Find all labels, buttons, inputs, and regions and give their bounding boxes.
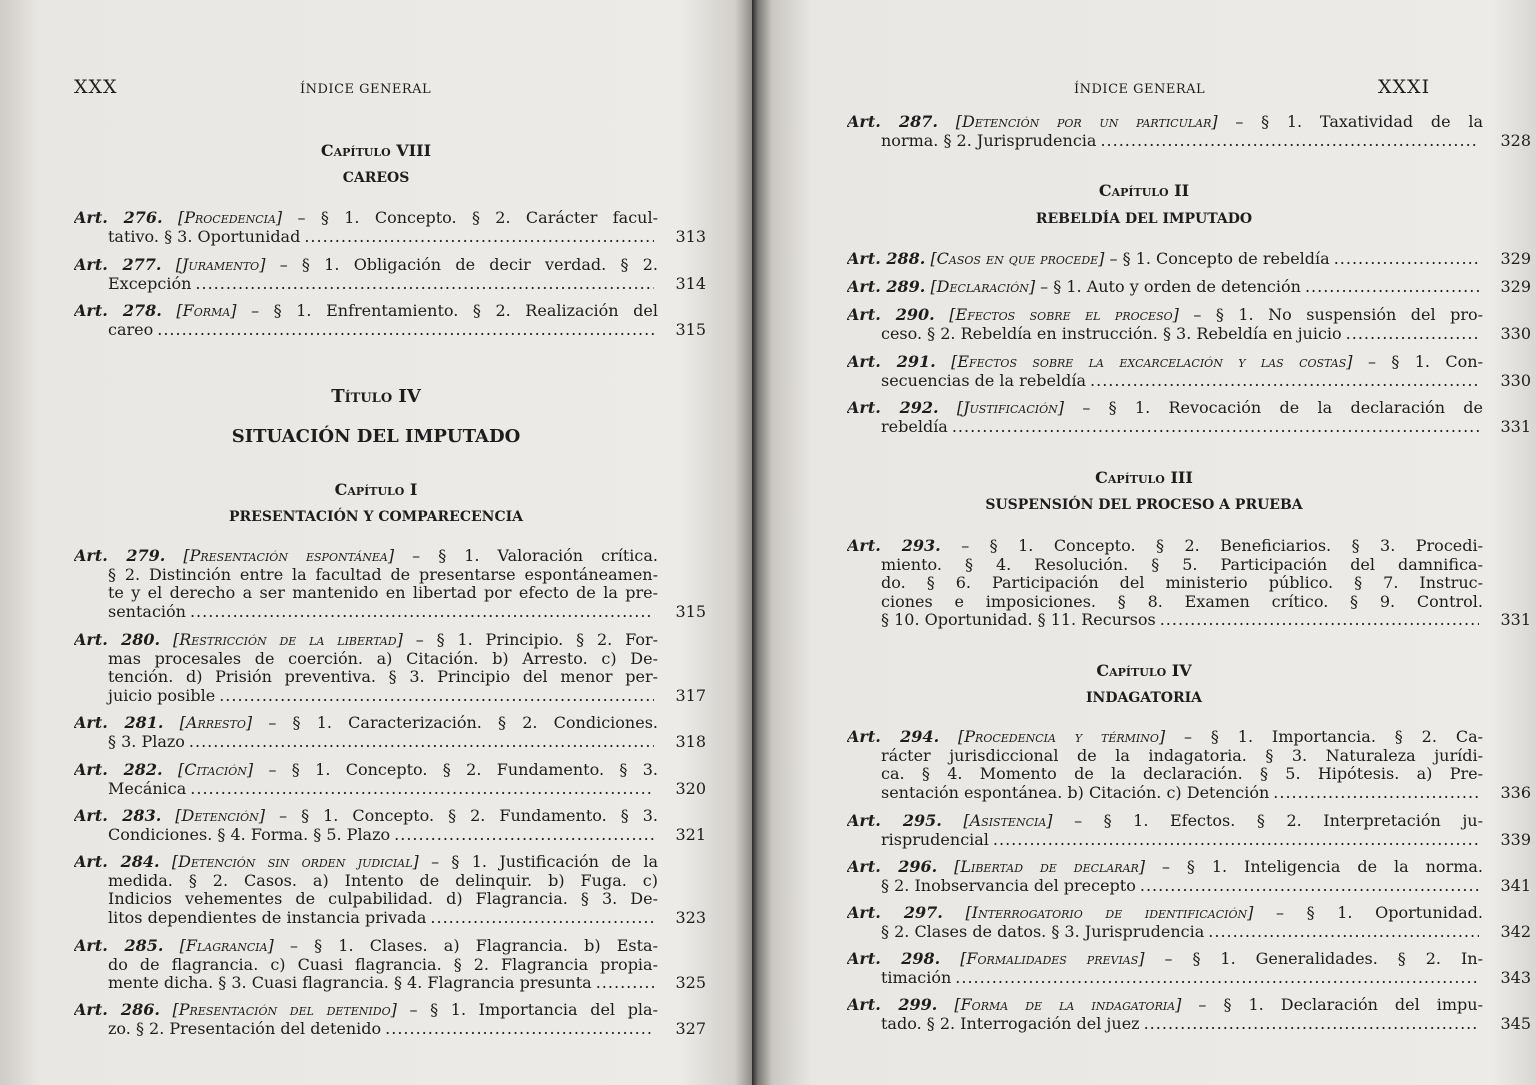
leader-dots xyxy=(189,733,654,752)
toc-entry xyxy=(847,904,1531,941)
chapter-iv-label: Capítulo IV xyxy=(1096,661,1192,680)
entry-line-text: rácter jurisdiccional de la indagatoria. § 3. Naturaleza jurídi- xyxy=(881,746,1483,765)
toc-entry xyxy=(74,1001,706,1038)
entry-last-text xyxy=(881,372,1086,391)
entry-last-text xyxy=(108,321,153,340)
entry-line-text: – § 1. Con- xyxy=(1367,353,1483,371)
article-number: Art. 289. xyxy=(847,278,926,296)
page-number: 341 xyxy=(1500,875,1531,895)
left-page xyxy=(0,0,752,1085)
article-number: Art. 283. xyxy=(74,807,162,825)
toc-entry xyxy=(74,547,706,621)
entry-last-line xyxy=(847,877,1483,896)
entry-last-text xyxy=(881,325,1342,344)
page-number: 336 xyxy=(1500,782,1531,802)
entry-last-line-text: Mecánica xyxy=(108,779,187,798)
toc-entry xyxy=(847,249,1531,269)
entry-line-text: – § 1. Importancia. § 2. Ca- xyxy=(1184,728,1483,746)
entry-last-text xyxy=(108,1020,381,1039)
entry-last-line-text: litos dependientes de instancia privada xyxy=(108,908,427,927)
article-rubric: [Forma] xyxy=(176,302,237,320)
leader-dots xyxy=(1334,250,1479,269)
entry-last-line xyxy=(74,1020,658,1039)
entry-line-text: – § 1. Principio. § 2. For- xyxy=(415,631,658,649)
entry-last-line-text: zo. § 2. Presentación del detenido xyxy=(108,1019,382,1038)
article-rubric: [Juramento] xyxy=(175,256,266,274)
entry-line xyxy=(74,631,658,650)
toc-entry xyxy=(74,209,706,246)
article-rubric: [Casos en que procede] xyxy=(930,250,1105,268)
article-rubric: [Formalidades previas] xyxy=(960,950,1145,968)
entry-line-text: te y el derecho a ser mantenido en libertad por efecto de la pre- xyxy=(108,584,658,602)
entry-last-line-text: sentación espontánea. b) Citación. c) Detención xyxy=(881,783,1270,802)
article-number: Art. 295. xyxy=(847,812,942,830)
leader-dots xyxy=(955,969,1479,988)
entry-last-line xyxy=(74,321,658,340)
entry-last-line-text: § 2. Inobservancia del precepto xyxy=(881,876,1136,895)
article-rubric: [Libertad de declarar] xyxy=(954,858,1146,876)
article-rubric: [Efectos sobre el proceso] xyxy=(949,306,1179,324)
article-number: Art. 281. xyxy=(74,714,164,732)
article-number: Art. 292. xyxy=(847,399,939,417)
article-number: Art. 277. xyxy=(74,256,162,274)
toc-entry xyxy=(74,807,706,844)
entry-last-line-text: – § 1. Concepto de rebeldía xyxy=(1109,250,1330,268)
entry-line xyxy=(74,807,658,826)
entry-last-line-text: Condiciones. § 4. Forma. § 5. Plazo xyxy=(108,825,391,844)
entry-last-line-text: careo xyxy=(108,320,154,339)
entry-line-text: do. § 6. Participación del ministerio público. § 7. Instruc- xyxy=(881,574,1483,592)
leader-dots xyxy=(195,275,654,294)
article-number: Art. 278. xyxy=(74,302,162,320)
article-rubric: [Presentación espontánea] xyxy=(183,547,395,565)
leader-dots xyxy=(430,909,654,928)
toc-entry xyxy=(847,950,1531,987)
entry-line xyxy=(74,937,658,956)
toc-entry xyxy=(74,256,706,293)
entry-last-text xyxy=(881,923,1204,942)
entry-last-line xyxy=(74,687,658,706)
entry-last-text xyxy=(108,780,186,799)
entry-line xyxy=(847,537,1483,556)
leader-dots xyxy=(1144,1015,1479,1034)
entry-line xyxy=(74,584,658,603)
entry-line xyxy=(847,996,1483,1015)
entry-last-text xyxy=(108,603,186,622)
leader-dots xyxy=(304,228,654,247)
entry-line xyxy=(847,904,1483,923)
toc-entry xyxy=(74,937,706,993)
entry-line xyxy=(74,650,658,669)
entry-last-text xyxy=(108,826,390,845)
article-rubric: [Procedencia] xyxy=(177,209,283,227)
article-number: Art. 297. xyxy=(847,904,943,922)
entry-line-text: – § 1. Concepto. § 2. Fundamento. § 3. xyxy=(279,807,658,825)
chapter-iii-label: Capítulo III xyxy=(1095,468,1193,487)
page-number: 339 xyxy=(1500,829,1531,849)
chapter-iii-name: SUSPENSIÓN DEL PROCESO A PRUEBA xyxy=(985,497,1303,513)
entry-last-text xyxy=(881,784,1269,803)
entry-last-text xyxy=(881,1015,1140,1034)
leader-dots xyxy=(1273,784,1479,803)
article-number: Art. 286. xyxy=(74,1001,160,1019)
entry-last-line xyxy=(847,250,1483,269)
entry-line xyxy=(74,890,658,909)
entry-line xyxy=(74,761,658,780)
leader-dots xyxy=(993,831,1479,850)
entry-line xyxy=(847,858,1483,877)
article-rubric: [Presentación del detenido] xyxy=(172,1001,397,1019)
toc-entry xyxy=(74,714,706,751)
article-rubric: [Restricción de la libertad] xyxy=(172,631,403,649)
toc-entry xyxy=(847,537,1531,630)
entry-last-line-text: – § 1. Auto y orden de detención xyxy=(1040,278,1301,296)
article-rubric: [Flagrancia] xyxy=(179,937,274,955)
entry-last-line xyxy=(847,325,1483,344)
article-rubric: [Efectos sobre la excarcelación y las costas] xyxy=(951,353,1353,371)
title-iv-label: Título IV xyxy=(331,386,421,407)
entry-last-text xyxy=(108,687,215,706)
entry-last-line xyxy=(847,831,1483,850)
entry-last-text xyxy=(108,275,191,294)
toc-entry xyxy=(847,353,1531,390)
entry-line xyxy=(847,747,1483,766)
entry-last-line-text: tativo. § 3. Oportunidad xyxy=(108,227,301,246)
entry-last-line-text: ceso. § 2. Rebeldía en instrucción. § 3. Rebeldía en juicio xyxy=(881,324,1342,343)
entry-last-line xyxy=(847,418,1483,437)
page-number: 315 xyxy=(675,601,706,621)
entry-line xyxy=(74,547,658,566)
entry-last-line xyxy=(74,275,658,294)
left-running-head: ÍNDICE GENERAL xyxy=(300,82,432,97)
article-number: Art. 294. xyxy=(847,728,940,746)
page-number: 345 xyxy=(1500,1013,1531,1033)
entry-line-text: do de flagrancia. c) Cuasi flagrancia. § 2. Flagrancia propia- xyxy=(108,955,658,974)
entry-line-text: tención. d) Prisión preventiva. § 3. Principio del menor per- xyxy=(108,668,658,686)
toc-entry xyxy=(847,277,1531,297)
entry-last-text xyxy=(108,228,300,247)
chapter-viii-label: Capítulo VIII xyxy=(320,141,432,160)
entry-last-line-text: norma. § 2. Jurisprudencia xyxy=(881,131,1097,150)
leader-dots xyxy=(1208,923,1479,942)
entry-line xyxy=(847,950,1483,969)
entry-last-text xyxy=(881,611,1156,630)
entry-line-text: – § 1. Taxatividad de la xyxy=(1235,113,1483,131)
entry-last-line-text: secuencias de la rebeldía xyxy=(881,371,1087,390)
entry-line xyxy=(847,728,1483,747)
entry-line xyxy=(74,1001,658,1020)
entry-line-text: – § 1. Concepto. § 2. Carácter facul- xyxy=(297,209,658,227)
leader-dots xyxy=(1100,132,1479,151)
article-rubric: [Declaración] xyxy=(930,278,1036,296)
entry-last-line xyxy=(847,372,1483,391)
entry-last-line xyxy=(74,733,658,752)
entry-last-line-text: risprudencial xyxy=(881,830,989,849)
leader-dots xyxy=(596,974,654,993)
entry-line xyxy=(74,256,658,275)
leader-dots xyxy=(219,687,654,706)
article-number: Art. 276. xyxy=(74,209,163,227)
page-number: 327 xyxy=(675,1018,706,1038)
entry-last-line xyxy=(847,784,1483,803)
article-rubric: [Detención por un particular] xyxy=(955,113,1218,131)
leader-dots xyxy=(190,603,654,622)
page-number: 329 xyxy=(1500,277,1531,296)
entry-line-text: ca. § 4. Momento de la declaración. § 5. Hipótesis. a) Pre- xyxy=(881,765,1483,783)
page-number: 342 xyxy=(1500,921,1531,941)
entry-last-text xyxy=(881,418,948,437)
entry-last-line-text: Excepción xyxy=(108,274,192,293)
entry-last-text xyxy=(881,132,1096,151)
toc-entry xyxy=(847,996,1531,1033)
entry-last-text xyxy=(847,278,1301,297)
entry-line xyxy=(74,853,658,872)
entry-last-line xyxy=(847,278,1483,297)
page-number: 331 xyxy=(1500,610,1531,629)
leader-dots xyxy=(1090,372,1479,391)
entry-line-text: – § 1. Obligación de decir verdad. § 2. xyxy=(279,256,658,274)
article-number: Art. 296. xyxy=(847,858,938,876)
entry-last-text xyxy=(108,909,426,928)
page-number: 330 xyxy=(1500,323,1531,343)
entry-last-line xyxy=(74,974,658,993)
entry-last-text xyxy=(847,250,1330,269)
toc-entry xyxy=(847,812,1531,849)
page-number: 330 xyxy=(1500,370,1531,390)
article-number: Art. 280. xyxy=(74,631,161,649)
toc-entry xyxy=(74,761,706,798)
article-rubric: [Arresto] xyxy=(179,714,253,732)
entry-last-line-text: § 3. Plazo xyxy=(108,732,185,751)
entry-line xyxy=(847,556,1483,575)
article-number: Art. 287. xyxy=(847,113,938,131)
leader-dots xyxy=(1305,278,1479,297)
page-number: 320 xyxy=(675,778,706,798)
toc-entry xyxy=(74,302,706,339)
article-rubric: [Detención sin orden judicial] xyxy=(171,853,419,871)
article-rubric: [Forma de la indagatoria] xyxy=(954,996,1182,1014)
entry-line xyxy=(74,714,658,733)
entry-line xyxy=(847,113,1483,132)
leader-dots xyxy=(1140,877,1479,896)
leader-dots xyxy=(157,321,654,340)
entry-line-text: – § 1. Valoración crítica. xyxy=(412,547,658,565)
page-number: 313 xyxy=(675,226,706,246)
entry-line xyxy=(847,353,1483,372)
entry-last-line-text: rebeldía xyxy=(881,417,948,436)
page-number: 321 xyxy=(675,824,706,844)
chapter-ii-label: Capítulo II xyxy=(1098,181,1190,200)
article-number: Art. 293. xyxy=(847,537,941,555)
entry-line-text: – § 1. Inteligencia de la norma. xyxy=(1161,858,1483,876)
chapter-iv-name: INDAGATORIA xyxy=(1085,690,1203,706)
right-folio: XXXI xyxy=(1378,76,1431,98)
entry-last-text xyxy=(881,877,1136,896)
page-number: 328 xyxy=(1500,130,1531,150)
article-number: Art. 291. xyxy=(847,353,936,371)
entry-line-text: ciones e imposiciones. § 8. Examen crítico. § 9. Control. xyxy=(881,592,1483,611)
chapter-i-label: Capítulo I xyxy=(334,480,418,499)
entry-last-line xyxy=(74,909,658,928)
entry-last-text xyxy=(881,831,989,850)
entry-last-line xyxy=(74,228,658,247)
entry-line xyxy=(74,956,658,975)
title-iv-name: SITUACIÓN DEL IMPUTADO xyxy=(231,426,521,447)
entry-last-line xyxy=(847,1015,1483,1034)
entry-last-line-text: timación xyxy=(881,968,952,987)
left-folio: XXX xyxy=(74,76,118,98)
entry-line-text: miento. § 4. Resolución. § 5. Participación del damnifica- xyxy=(881,555,1483,574)
toc-entry xyxy=(847,306,1531,343)
entry-line-text: medida. § 2. Casos. a) Intento de delinquir. b) Fuga. c) xyxy=(108,871,658,890)
entry-last-line-text: mente dicha. § 3. Cuasi flagrancia. § 4. Flagrancia presunta xyxy=(108,974,592,992)
entry-line-text: – § 1. Importancia del pla- xyxy=(409,1001,658,1019)
leader-dots xyxy=(385,1020,654,1039)
entry-last-text xyxy=(108,733,185,752)
entry-line-text: § 2. Distinción entre la facultad de presentarse espontáneamen- xyxy=(108,565,658,584)
entry-last-text xyxy=(881,969,951,988)
article-number: Art. 284. xyxy=(74,853,160,871)
entry-line xyxy=(74,566,658,585)
leader-dots xyxy=(1160,611,1479,630)
page-number: 329 xyxy=(1500,249,1531,268)
entry-last-line xyxy=(74,603,658,622)
page-number: 315 xyxy=(675,319,706,339)
toc-entry xyxy=(74,631,706,705)
article-rubric: [Detención] xyxy=(175,807,266,825)
article-number: Art. 279. xyxy=(74,547,166,565)
entry-last-line xyxy=(847,132,1483,151)
entry-line-text: – § 1. No suspensión del pro- xyxy=(1193,306,1483,324)
page-number: 323 xyxy=(675,907,706,927)
entry-line xyxy=(74,302,658,321)
entry-line xyxy=(74,668,658,687)
entry-line-text: – § 1. Generalidades. § 2. In- xyxy=(1164,950,1483,968)
entry-line xyxy=(847,574,1483,593)
article-number: Art. 299. xyxy=(847,996,938,1014)
entry-last-line-text: § 10. Oportunidad. § 11. Recursos xyxy=(881,611,1156,629)
toc-entry xyxy=(74,853,706,927)
entry-last-text xyxy=(108,974,592,993)
entry-line-text: Indicios vehementes de culpabilidad. d) Flagrancia. § 3. De- xyxy=(108,890,658,908)
article-number: Art. 288. xyxy=(847,250,926,268)
page-number: 314 xyxy=(675,273,706,293)
entry-line xyxy=(74,209,658,228)
entry-last-line xyxy=(74,780,658,799)
entry-line-text: – § 1. Justificación de la xyxy=(431,853,658,871)
right-page xyxy=(752,0,1536,1085)
entry-line xyxy=(847,306,1483,325)
article-rubric: [Justificación] xyxy=(956,399,1065,417)
chapter-ii-name: REBELDÍA DEL IMPUTADO xyxy=(1035,211,1253,227)
entry-last-line-text: tado. § 2. Interrogación del juez xyxy=(881,1014,1140,1033)
article-rubric: [Citación] xyxy=(177,761,254,779)
entry-line xyxy=(847,812,1483,831)
article-number: Art. 285. xyxy=(74,937,164,955)
entry-last-line xyxy=(74,826,658,845)
entry-line-text: mas procesales de coerción. a) Citación. b) Arresto. c) De- xyxy=(108,649,658,668)
entry-line-text: – § 1. Revocación de la declaración de xyxy=(1082,399,1483,417)
toc-entry xyxy=(847,113,1531,150)
page-number: 318 xyxy=(675,731,706,751)
page-number: 325 xyxy=(675,973,706,992)
entry-line-text: – § 1. Efectos. § 2. Interpretación ju- xyxy=(1074,812,1483,830)
leader-dots xyxy=(394,826,654,845)
entry-last-line xyxy=(847,923,1483,942)
entry-line-text: – § 1. Concepto. § 2. Fundamento. § 3. xyxy=(268,761,658,779)
article-number: Art. 290. xyxy=(847,306,935,324)
entry-line-text: – § 1. Enfrentamiento. § 2. Realización del xyxy=(251,302,658,320)
entry-line xyxy=(847,593,1483,612)
toc-entry xyxy=(847,399,1531,436)
article-number: Art. 282. xyxy=(74,761,163,779)
page-number: 317 xyxy=(675,685,706,705)
leader-dots xyxy=(1346,325,1479,344)
article-rubric: [Procedencia y término] xyxy=(958,728,1166,746)
entry-last-line xyxy=(847,611,1483,630)
entry-line-text: – § 1. Caracterización. § 2. Condiciones. xyxy=(268,714,658,732)
chapter-viii-name: CAREOS xyxy=(342,170,410,186)
entry-line xyxy=(74,872,658,891)
entry-line-text: – § 1. Declaración del impu- xyxy=(1198,996,1483,1014)
entry-line-text: – § 1. Oportunidad. xyxy=(1275,904,1483,922)
leader-dots xyxy=(190,780,654,799)
entry-last-line-text: juicio posible xyxy=(108,686,216,705)
page-number: 343 xyxy=(1500,967,1531,987)
entry-last-line-text: sentación xyxy=(108,602,186,621)
entry-line-text: – § 1. Clases. a) Flagrancia. b) Esta- xyxy=(289,937,658,955)
toc-entry xyxy=(847,728,1531,802)
article-number: Art. 298. xyxy=(847,950,941,968)
article-rubric: [Interrogatorio de identificación] xyxy=(965,904,1254,922)
entry-last-line xyxy=(847,969,1483,988)
page-number: 331 xyxy=(1500,416,1531,436)
entry-line xyxy=(847,399,1483,418)
right-running-head: ÍNDICE GENERAL xyxy=(1074,82,1206,97)
article-rubric: [Asistencia] xyxy=(963,812,1053,830)
entry-last-line-text: § 2. Clases de datos. § 3. Jurisprudencia xyxy=(881,922,1205,941)
toc-entry xyxy=(847,858,1531,895)
entry-line-text: – § 1. Concepto. § 2. Beneficiarios. § 3. Procedi- xyxy=(961,537,1483,555)
chapter-i-name: PRESENTACIÓN Y COMPARECENCIA xyxy=(228,509,524,525)
leader-dots xyxy=(952,418,1479,437)
entry-line xyxy=(847,765,1483,784)
